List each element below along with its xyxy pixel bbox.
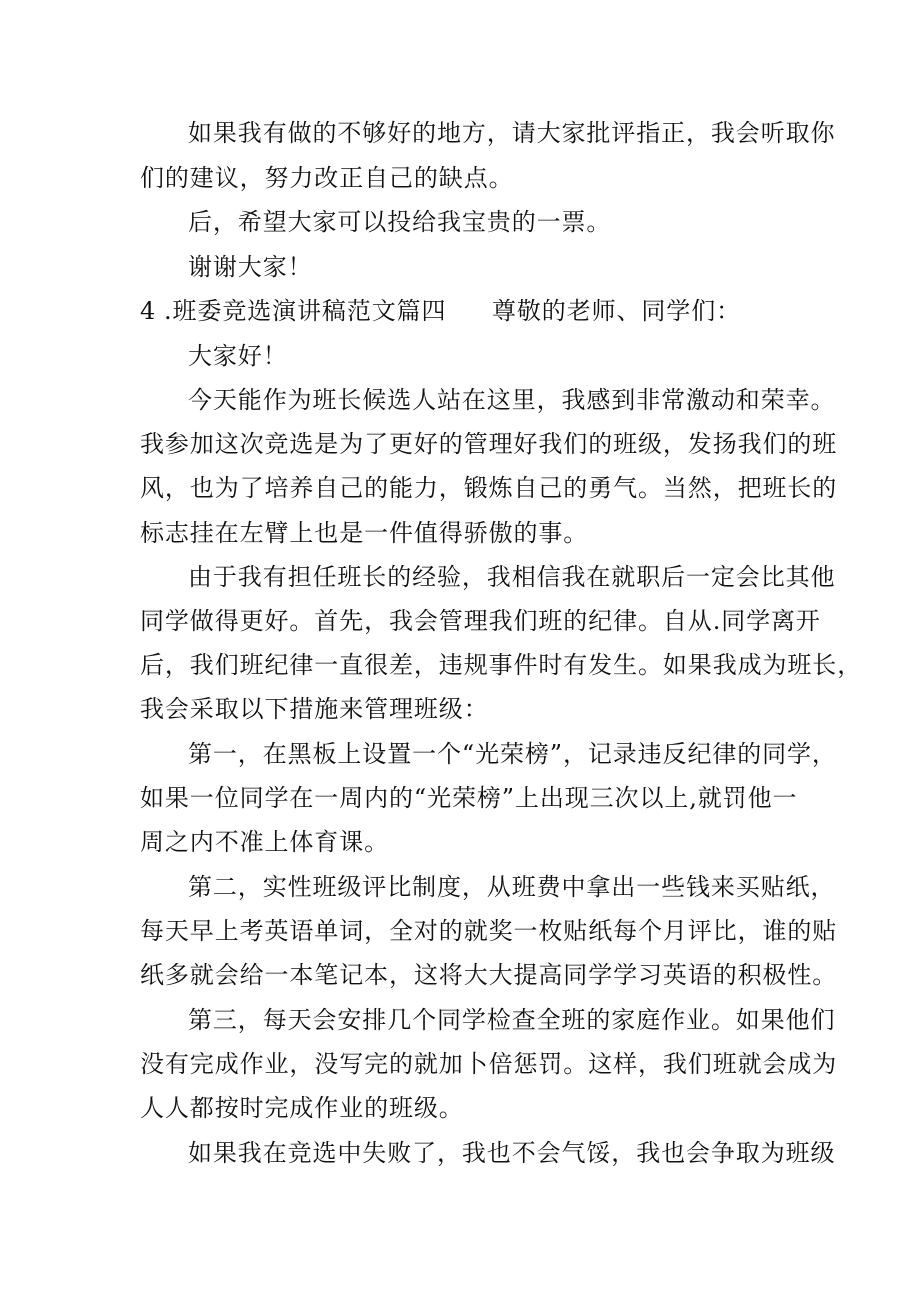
paragraph-line: 如果我有做的不够好的地方，请大家批评指正，我会听取你 [188,119,836,147]
paragraph-line: 后，我们班纪律一直很差，违规事件时有发生。如果我成为班长， [140,651,863,679]
paragraph-line: 没有完成作业，没写完的就加卜倍惩罚。这样，我们班就会成为 [140,1050,838,1078]
paragraph-line: 第二，实性班级评比制度，从班费中拿出一些钱来买贴纸， [188,873,836,901]
paragraph-line: 我参加这次竞选是为了更好的管理好我们的班级，发扬我们的班 [140,430,838,458]
paragraph-line: 如果一位同学在一周内的“光荣榜”上出现三次以上,就罚他一 [140,784,798,812]
paragraph-line: 纸多就会给一本笔记本，这将大大提高同学学习英语的积极性。 [140,961,838,989]
paragraph-line: 人人都按时完成作业的班级。 [140,1094,464,1122]
paragraph-line: 风，也为了培养自己的能力，锻炼自己的勇气。当然，把班长的 [140,474,838,502]
paragraph-line: 第三，每天会安排几个同学检查全班的家庭作业。如果他们 [188,1006,836,1034]
paragraph-line: 周之内不准上体育课。 [140,828,389,856]
paragraph-line: 由于我有担任班长的经验，我相信我在就职后一定会比其他 [188,563,836,591]
paragraph-line: 第一，在黑板上设置一个“光荣榜”，记录违反纪律的同学， [188,740,837,768]
paragraph-line: 同学做得更好。首先，我会管理我们班的纪律。自从.同学离开 [140,607,821,635]
paragraph-line: 标志挂在左臂上也是一件值得骄傲的事。 [140,519,589,547]
paragraph-line: 如果我在竞选中失败了，我也不会气馁，我也会争取为班级 [188,1139,836,1167]
paragraph-line: 们的建议，努力改正自己的缺点。 [140,164,514,192]
paragraph-line: 我会采取以下措施来管理班级： [140,695,489,723]
section-number: 4 [140,297,157,325]
paragraph-line: 后，希望大家可以投给我宝贵的一票。 [188,208,612,236]
greeting: 尊敬的老师、同学们： [492,297,741,325]
paragraph-line: 大家好！ [188,342,288,370]
paragraph-line: 谢谢大家！ [188,253,313,281]
paragraph-line: 每天早上考英语单词，全对的就奖一枚贴纸每个月评比，谁的贴 [140,917,838,945]
paragraph-line: 今天能作为班长候选人站在这里，我感到非常激动和荣幸。 [188,386,836,414]
section-title: .班委竞选演讲稿范文篇四 [164,297,447,325]
